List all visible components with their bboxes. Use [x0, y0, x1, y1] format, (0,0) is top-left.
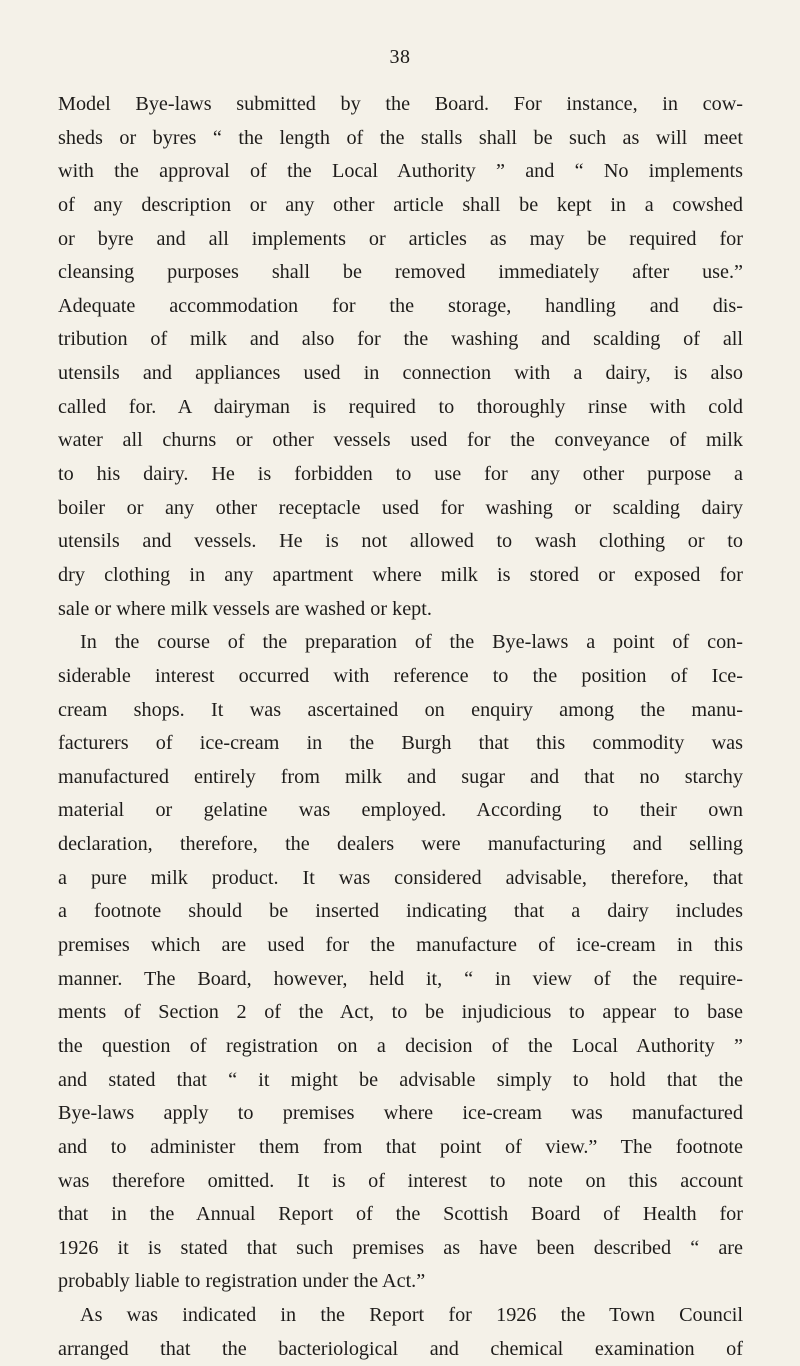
text-line: the question of registration on a decision of the Local Authority ” — [58, 1034, 743, 1057]
page-number: 38 — [389, 46, 411, 68]
text-line: premises which are used for the manufacture of ice-cream in this — [58, 934, 743, 957]
text-line: water all churns or other vessels used for the conveyance of milk — [58, 429, 743, 452]
text-line: probably liable to registration under the Act.” — [58, 1270, 426, 1293]
body-text — [58, 88, 743, 1366]
text-line: or byre and all implements or articles as may be required for — [58, 227, 743, 250]
text-line: was therefore omitted. It is of interest to note on this account — [58, 1169, 743, 1192]
paragraph — [58, 1299, 743, 1366]
text-line: sheds or byres “ the length of the stalls shall be such as will meet — [58, 126, 743, 149]
text-line: facturers of ice-cream in the Burgh that this commodity was — [58, 732, 743, 755]
text-line: Model Bye-laws submitted by the Board. For instance, in cow- — [58, 93, 743, 115]
text-line: arranged that the bacteriological and chemical examination of — [58, 1337, 743, 1360]
text-line: As was indicated in the Report for 1926 the Town Council — [80, 1304, 743, 1327]
text-line: a footnote should be inserted indicating that a dairy includes — [58, 900, 743, 923]
text-line: manufactured entirely from milk and sugar and that no starchy — [58, 765, 743, 788]
text-line: with the approval of the Local Authority ” and “ No implements — [58, 160, 743, 183]
paragraph — [58, 88, 743, 626]
text-line: declaration, therefore, the dealers were manufacturing and selling — [58, 833, 743, 856]
text-line: that in the Annual Report of the Scottish Board of Health for — [58, 1203, 743, 1226]
text-line: cleansing purposes shall be removed immediately after use.” — [58, 261, 743, 284]
text-line: boiler or any other receptacle used for washing or scalding dairy — [58, 496, 743, 519]
text-line: to his dairy. He is forbidden to use for any other purpose a — [58, 463, 743, 486]
text-line: Bye-laws apply to premises where ice-cream was manufactured — [58, 1102, 743, 1125]
paragraph — [58, 626, 743, 1299]
text-line: siderable interest occurred with reference to the position of Ice- — [58, 664, 743, 687]
text-line: cream shops. It was ascertained on enquiry among the manu- — [58, 698, 743, 721]
text-line: 1926 it is stated that such premises as have been described “ are — [58, 1236, 743, 1259]
text-line: sale or where milk vessels are washed or kept. — [58, 597, 432, 620]
text-line: dry clothing in any apartment where milk is stored or exposed for — [58, 563, 743, 586]
text-line: utensils and appliances used in connection with a dairy, is also — [58, 362, 743, 385]
text-line: Adequate accommodation for the storage, handling and dis- — [58, 294, 743, 317]
text-line: and stated that “ it might be advisable simply to hold that the — [58, 1068, 743, 1091]
text-line: a pure milk product. It was considered advisable, therefore, that — [58, 866, 743, 889]
text-line: manner. The Board, however, held it, “ in view of the require- — [58, 967, 743, 990]
text-line: ments of Section 2 of the Act, to be injudicious to appear to base — [58, 1001, 743, 1024]
text-line: of any description or any other article shall be kept in a cowshed — [58, 193, 743, 216]
text-line: utensils and vessels. He is not allowed to wash clothing or to — [58, 530, 743, 553]
text-line: In the course of the preparation of the Bye-laws a point of con- — [80, 631, 743, 654]
text-line: tribution of milk and also for the washing and scalding of all — [58, 328, 743, 351]
text-line: and to administer them from that point of view.” The footnote — [58, 1135, 743, 1158]
text-line: called for. A dairyman is required to thoroughly rinse with cold — [58, 395, 743, 418]
text-line: material or gelatine was employed. According to their own — [58, 799, 743, 822]
